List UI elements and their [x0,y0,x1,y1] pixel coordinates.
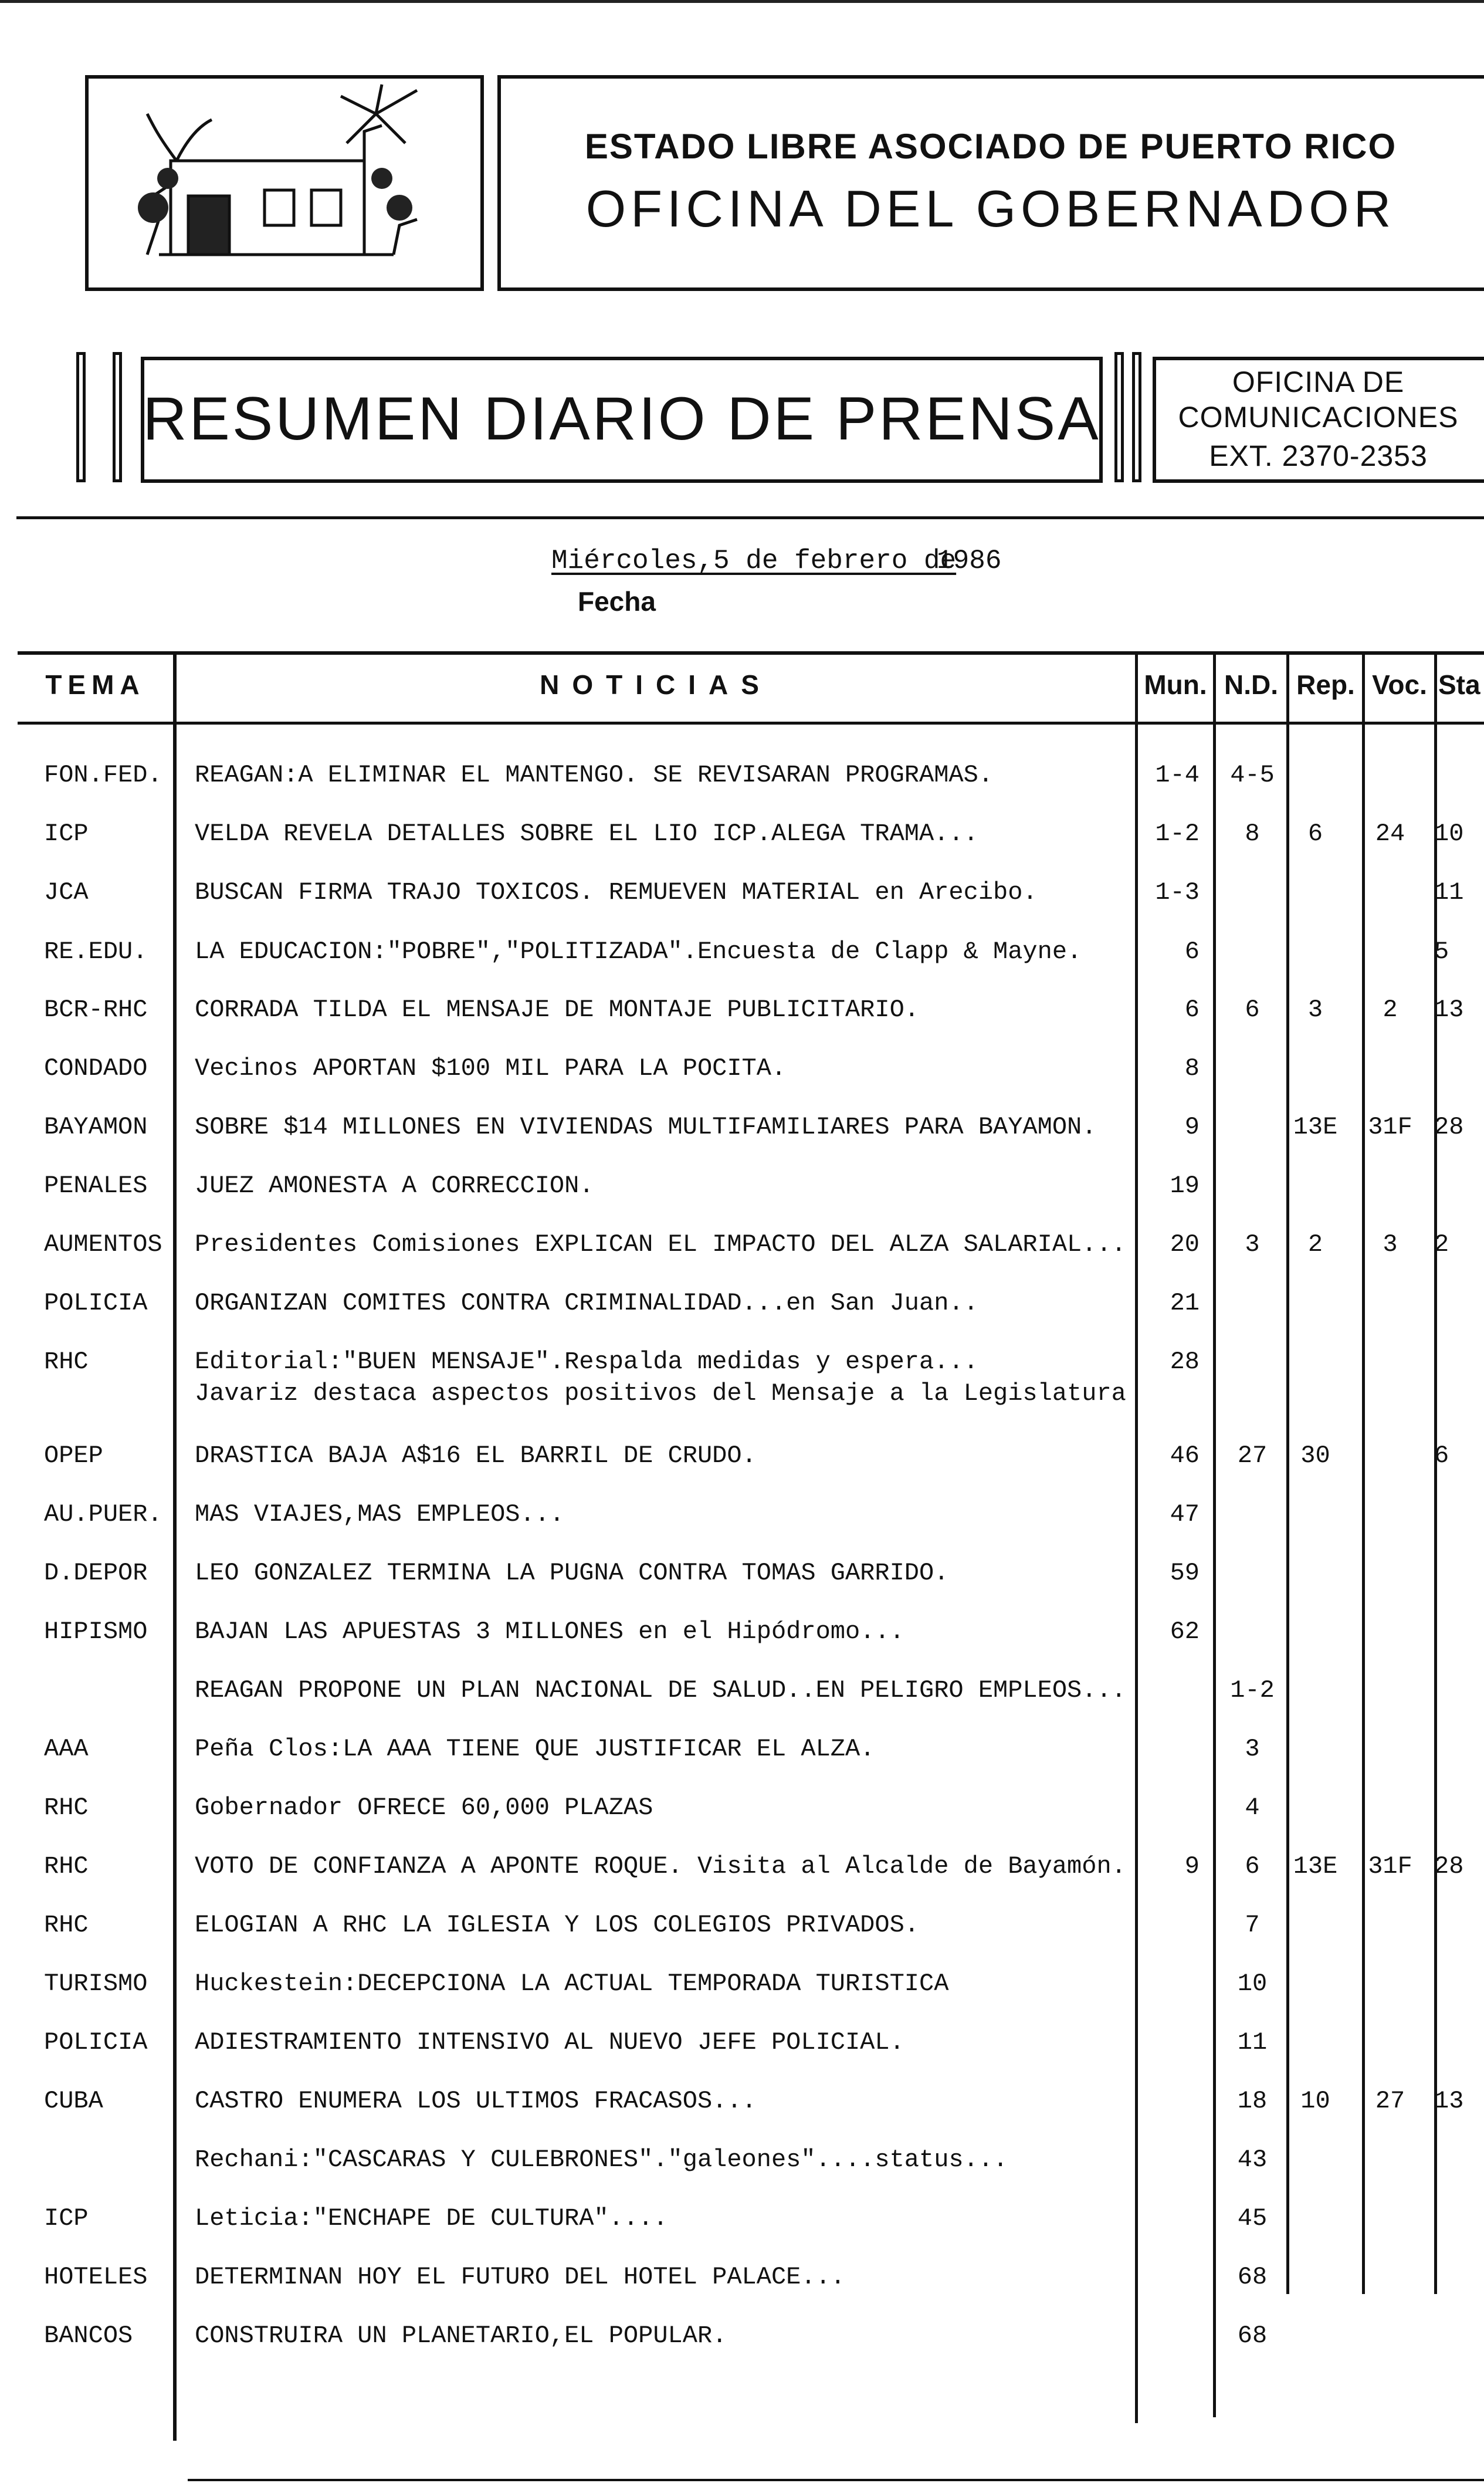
tema-cell: RE.EDU. [44,938,148,966]
rep-cell: 13E [1293,1852,1338,1880]
header-noticias: NOTICIAS [540,669,772,700]
mun-cell: 20 [1170,1230,1200,1258]
noticia-cell: SOBRE $14 MILLONES EN VIVIENDAS MULTIFAMILIARES PARA BAYAMON. [195,1113,1097,1141]
noticia-cell: DRASTICA BAJA A$16 EL BARRIL DE CRUDO. [195,1442,757,1470]
noticia-cell: Peña Clos:LA AAA TIENE QUE JUSTIFICAR EL ALZA. [195,1735,875,1763]
sta-cell: 28 [1434,1113,1464,1141]
sta-cell: 6 [1434,1442,1449,1470]
nd-cell: 68 [1237,2263,1268,2291]
table-row [0,2320,1484,2379]
noticia-cell: VELDA REVELA DETALLES SOBRE EL LIO ICP.ALEGA TRAMA... [195,820,978,848]
rep-cell: 10 [1300,2087,1330,2115]
divider [16,516,1484,519]
table-row [0,2086,1484,2144]
tema-cell: ICP [44,820,89,848]
tema-cell: HIPISMO [44,1618,148,1646]
mun-cell: 9 [1184,1852,1200,1880]
noticia-cell-line2: Javariz destaca aspectos positivos del Mensaje a la Legislatura [195,1379,1126,1408]
tema-cell: BCR-RHC [44,996,148,1024]
table-row [0,1616,1484,1675]
table-row [0,1053,1484,1112]
nd-cell: 43 [1237,2146,1268,2174]
noticia-cell: ADIESTRAMIENTO INTENSIVO AL NUEVO JEFE POLICIAL. [195,2028,904,2056]
rep-cell: 6 [1307,820,1323,848]
table-row [0,2027,1484,2086]
mun-cell: 28 [1170,1348,1200,1376]
noticia-cell: CASTRO ENUMERA LOS ULTIMOS FRACASOS... [195,2087,757,2115]
nd-cell: 68 [1237,2322,1268,2350]
tema-cell: OPEP [44,1442,103,1470]
top-rule [0,0,1484,3]
table-row [0,2262,1484,2320]
table-row [0,877,1484,936]
rep-cell: 13E [1293,1113,1338,1141]
tema-cell: TURISMO [44,1970,148,1998]
date-label: Fecha [578,586,656,617]
table-row [0,994,1484,1053]
table-row [0,1910,1484,1968]
tema-cell: AU.PUER. [44,1500,162,1528]
mun-cell: 21 [1170,1289,1200,1317]
sta-cell: 5 [1434,938,1449,966]
nd-cell: 6 [1245,996,1260,1024]
nd-cell: 4-5 [1230,761,1275,789]
tema-cell: RHC [44,1911,89,1939]
nd-cell: 18 [1237,2087,1268,2115]
table-row [0,1170,1484,1229]
office-name: OFICINA DEL GOBERNADOR [585,180,1396,238]
noticia-cell: BAJAN LAS APUESTAS 3 MILLONES en el Hipódromo... [195,1618,904,1646]
tema-cell: FON.FED. [44,761,162,789]
sta-cell: 13 [1434,2087,1464,2115]
tema-cell: POLICIA [44,2028,148,2056]
decorative-bar [76,352,86,482]
tema-cell: CONDADO [44,1054,148,1082]
mun-cell: 62 [1170,1618,1200,1646]
bottom-rule [188,2479,1484,2481]
tema-cell: RHC [44,1794,89,1822]
header-nd: N.D. [1224,669,1278,700]
tema-cell: AUMENTOS [44,1230,162,1258]
nd-cell: 45 [1237,2204,1268,2232]
nd-cell: 11 [1237,2028,1268,2056]
mun-cell: 1-4 [1155,761,1200,789]
rep-cell: 2 [1307,1230,1323,1258]
table-row [0,1792,1484,1851]
sta-cell: 2 [1434,1230,1449,1258]
nd-cell: 4 [1245,1794,1260,1822]
table-row [0,760,1484,818]
logo-frame [85,75,484,291]
noticia-cell: MAS VIAJES,MAS EMPLEOS... [195,1500,565,1528]
table-row [0,1440,1484,1499]
noticia-cell: LA EDUCACION:"POBRE","POLITIZADA".Encuesta de Clapp & Mayne. [195,938,1082,966]
date-value: Miércoles,5 de febrero de [551,546,957,576]
table-row [0,1734,1484,1792]
tema-cell: BANCOS [44,2322,133,2350]
voc-cell: 27 [1375,2087,1405,2115]
sta-cell: 13 [1434,996,1464,1024]
noticia-cell: REAGAN PROPONE UN PLAN NACIONAL DE SALUD..EN PELIGRO EMPLEOS... [195,1676,1126,1704]
nd-cell: 6 [1245,1852,1260,1880]
header-sta: Sta [1438,669,1480,700]
nd-cell: 1-2 [1230,1676,1275,1704]
tema-cell: POLICIA [44,1289,148,1317]
table-row [0,1968,1484,2027]
tema-cell: BAYAMON [44,1113,148,1141]
table-row [0,1347,1484,1408]
sta-cell: 11 [1434,878,1464,906]
decorative-bar [1132,352,1141,482]
mun-cell: 19 [1170,1172,1200,1200]
table-top-rule [18,651,1484,655]
voc-cell: 3 [1383,1230,1398,1258]
noticia-cell: DETERMINAN HOY EL FUTURO DEL HOTEL PALACE... [195,2263,845,2291]
mun-cell: 1-3 [1155,878,1200,906]
noticia-cell: CONSTRUIRA UN PLANETARIO,EL POPULAR. [195,2322,727,2350]
tema-cell: RHC [44,1348,89,1376]
noticia-cell: Vecinos APORTAN $100 MIL PARA LA POCITA. [195,1054,787,1082]
voc-cell: 2 [1383,996,1398,1024]
voc-cell: 31F [1368,1852,1412,1880]
tema-cell: JCA [44,878,89,906]
tema-cell: AAA [44,1735,89,1763]
fortaleza-building-icon [89,79,480,287]
sta-cell: 10 [1434,820,1464,848]
decorative-bar [1114,352,1124,482]
state-name: ESTADO LIBRE ASOCIADO DE PUERTO RICO [584,127,1397,166]
table-row [0,2203,1484,2262]
tema-cell: PENALES [44,1172,148,1200]
rep-cell: 30 [1300,1442,1330,1470]
sta-cell: 28 [1434,1852,1464,1880]
noticia-cell: Presidentes Comisiones EXPLICAN EL IMPACTO DEL ALZA SALARIAL... [195,1230,1126,1258]
noticia-cell: Rechani:"CASCARAS Y CULEBRONES"."galeones"....status... [195,2146,1008,2174]
page-title: RESUMEN DIARIO DE PRENSA [143,385,1101,453]
header-rep: Rep. [1296,669,1355,700]
decorative-bar [113,352,122,482]
table-row [0,1558,1484,1616]
table-row [0,2144,1484,2203]
tema-cell: CUBA [44,2087,103,2115]
mun-cell: 59 [1170,1559,1200,1587]
nd-cell: 3 [1245,1735,1260,1763]
mun-cell: 6 [1184,996,1200,1024]
noticia-cell: ORGANIZAN COMITES CONTRA CRIMINALIDAD...en San Juan.. [195,1289,978,1317]
mun-cell: 9 [1184,1113,1200,1141]
comm-office: OFICINA DE [1232,366,1405,398]
noticia-cell: BUSCAN FIRMA TRAJO TOXICOS. REMUEVEN MATERIAL en Arecibo. [195,878,1038,906]
noticia-cell: JUEZ AMONESTA A CORRECCION. [195,1172,594,1200]
tema-cell: HOTELES [44,2263,148,2291]
table-row [0,1229,1484,1288]
mun-cell: 47 [1170,1500,1200,1528]
tema-cell: RHC [44,1852,89,1880]
table-row [0,936,1484,995]
table-row [0,818,1484,877]
noticia-cell: LEO GONZALEZ TERMINA LA PUGNA CONTRA TOMAS GARRIDO. [195,1559,949,1587]
noticia-cell: Editorial:"BUEN MENSAJE".Respalda medidas y espera... [195,1348,978,1376]
comm-department: COMUNICACIONES [1178,401,1459,434]
table-row [0,1112,1484,1170]
nd-cell: 10 [1237,1970,1268,1998]
voc-cell: 31F [1368,1113,1412,1141]
table-row [0,1499,1484,1558]
noticia-cell: Huckestein:DECEPCIONA LA ACTUAL TEMPORADA TURISTICA [195,1970,949,1998]
mun-cell: 6 [1184,938,1200,966]
noticia-cell: Leticia:"ENCHAPE DE CULTURA".... [195,2204,668,2232]
mun-cell: 1-2 [1155,820,1200,848]
nd-cell: 7 [1245,1911,1260,1939]
table-row [0,1675,1484,1734]
nd-cell: 3 [1245,1230,1260,1258]
table-header-rule [18,722,1484,725]
noticia-cell: CORRADA TILDA EL MENSAJE DE MONTAJE PUBLICITARIO. [195,996,920,1024]
table-row [0,1288,1484,1347]
tema-cell: ICP [44,2204,89,2232]
comm-extension: EXT. 2370-2353 [1209,439,1428,472]
header-mun: Mun. [1144,669,1207,700]
noticia-cell: ELOGIAN A RHC LA IGLESIA Y LOS COLEGIOS PRIVADOS. [195,1911,920,1939]
date-year: 1986 [937,546,1002,576]
noticia-cell: Gobernador OFRECE 60,000 PLAZAS [195,1794,653,1822]
header-voc: Voc. [1372,669,1427,700]
voc-cell: 24 [1375,820,1405,848]
nd-cell: 27 [1237,1442,1268,1470]
mun-cell: 8 [1184,1054,1200,1082]
noticia-cell: REAGAN:A ELIMINAR EL MANTENGO. SE REVISARAN PROGRAMAS. [195,761,994,789]
mun-cell: 46 [1170,1442,1200,1470]
table-row [0,1851,1484,1910]
noticia-cell: VOTO DE CONFIANZA A APONTE ROQUE. Visita al Alcalde de Bayamón. [195,1852,1126,1880]
header-tema: TEMA [45,669,145,700]
tema-cell: D.DEPOR [44,1559,148,1587]
rep-cell: 3 [1307,996,1323,1024]
nd-cell: 8 [1245,820,1260,848]
